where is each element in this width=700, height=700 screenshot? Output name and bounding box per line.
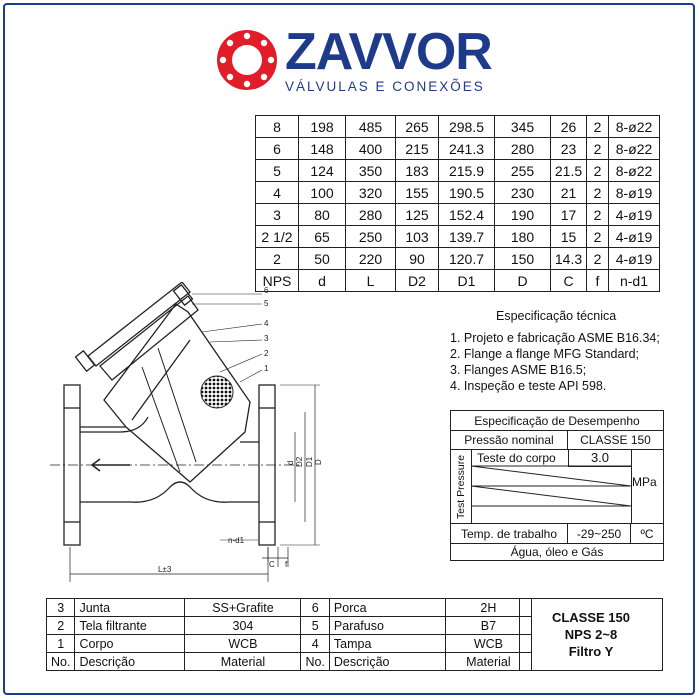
dims-cell: 190 <box>495 204 551 226</box>
materials-row <box>47 635 532 653</box>
test-pressure-label: Test Pressure <box>455 454 468 520</box>
dims-cell: 26 <box>551 116 587 138</box>
materials-cell: 5 <box>301 617 329 635</box>
dims-cell: L <box>346 270 396 292</box>
callout-4: 4 <box>264 319 269 328</box>
product-nps: NPS 2~8 <box>564 627 618 642</box>
dims-cell: 152.4 <box>439 204 495 226</box>
dims-row <box>256 116 660 138</box>
dims-cell: 2 <box>587 138 609 160</box>
dims-cell: 124 <box>299 160 346 182</box>
dims-cell: 155 <box>396 182 439 204</box>
dims-cell: 14.3 <box>551 248 587 270</box>
dims-cell: 485 <box>346 116 396 138</box>
dim-D2: D2 <box>295 456 304 467</box>
classe-value: CLASSE 150 <box>580 432 651 447</box>
dims-cell: 150 <box>495 248 551 270</box>
materials-cell: Tela filtrante <box>75 617 185 635</box>
materials-row <box>47 617 532 635</box>
dims-cell: 90 <box>396 248 439 270</box>
materials-cell: 1 <box>47 635 75 653</box>
callout-3: 3 <box>264 334 269 343</box>
dims-cell: 65 <box>299 226 346 248</box>
pressao-label: Pressão nominal <box>451 430 568 449</box>
materials-cell: Parafuso <box>329 617 445 635</box>
dims-cell: 345 <box>495 116 551 138</box>
dims-cell: 8 <box>256 116 299 138</box>
dim-d: d <box>286 460 295 465</box>
dims-cell: 190.5 <box>439 182 495 204</box>
dims-row <box>256 248 660 270</box>
dims-cell: f <box>587 270 609 292</box>
dims-row <box>256 160 660 182</box>
dims-cell: 21.5 <box>551 160 587 182</box>
dims-cell: 2 <box>587 226 609 248</box>
temp-label: Temp. de trabalho <box>451 524 568 543</box>
spec-item: 4. Inspeção e teste API 598. <box>450 379 607 393</box>
dims-cell: 298.5 <box>439 116 495 138</box>
dim-D: D <box>314 459 323 465</box>
spec-title: Especificação técnica <box>496 309 617 323</box>
temp-unit: ºC <box>640 526 654 541</box>
materials-cell: 6 <box>301 599 329 617</box>
materials-cell: Descrição <box>329 653 445 671</box>
spec-tecnica <box>450 308 660 394</box>
screen-mesh-icon <box>201 376 233 408</box>
spec-item: 2. Flange a flange MFG Standard; <box>450 347 639 361</box>
brand-logo <box>215 23 495 98</box>
dims-cell: 241.3 <box>439 138 495 160</box>
dims-cell: 350 <box>346 160 396 182</box>
dims-cell: 2 <box>587 204 609 226</box>
dims-cell: 2 <box>256 248 299 270</box>
materials-cell: Descrição <box>75 653 185 671</box>
dims-cell: 4-ø19 <box>609 226 660 248</box>
dims-cell: 50 <box>299 248 346 270</box>
dims-cell: 23 <box>551 138 587 160</box>
teste-corpo-label: Teste do corpo <box>477 451 556 465</box>
materials-row <box>47 599 532 617</box>
dims-cell: 320 <box>346 182 396 204</box>
dims-cell: 183 <box>396 160 439 182</box>
callout-6: 6 <box>264 286 269 295</box>
dims-cell: NPS <box>256 270 299 292</box>
materials-cell: 304 <box>185 617 301 635</box>
materials-cell: No. <box>301 653 329 671</box>
dims-cell: 198 <box>299 116 346 138</box>
materials-table <box>46 598 532 671</box>
dims-cell: 4 <box>256 182 299 204</box>
dim-L: L±3 <box>158 565 172 574</box>
dims-cell: 230 <box>495 182 551 204</box>
dims-cell: 5 <box>256 160 299 182</box>
materials-cell: Porca <box>329 599 445 617</box>
materials-cell: Tampa <box>329 635 445 653</box>
dims-row <box>256 182 660 204</box>
dims-cell: 2 <box>587 248 609 270</box>
dims-cell: 8-ø22 <box>609 116 660 138</box>
dims-cell: D <box>495 270 551 292</box>
materials-cell: Corpo <box>75 635 185 653</box>
materials-cell: 3 <box>47 599 75 617</box>
temp-value: -29~250 <box>568 524 631 543</box>
pressure-diagram-icon <box>471 449 631 523</box>
dims-row <box>256 204 660 226</box>
dims-cell: 265 <box>396 116 439 138</box>
materials-cell: 2 <box>47 617 75 635</box>
dim-f: f <box>285 560 288 569</box>
dims-cell: 215 <box>396 138 439 160</box>
dim-D1: D1 <box>305 456 314 467</box>
dims-cell: 17 <box>551 204 587 226</box>
dims-cell: 2 1/2 <box>256 226 299 248</box>
unit-label: MPa <box>632 475 657 489</box>
dims-cell: 15 <box>551 226 587 248</box>
dims-cell: 8-ø19 <box>609 182 660 204</box>
callout-2: 2 <box>264 349 269 358</box>
fluid-label: Água, óleo e Gás <box>510 544 604 559</box>
dims-cell: 280 <box>346 204 396 226</box>
materials-cell: No. <box>47 653 75 671</box>
dims-cell: 2 <box>587 116 609 138</box>
dims-cell: 120.7 <box>439 248 495 270</box>
brand-name: ZAVVOR <box>285 23 492 81</box>
dims-cell: 4-ø19 <box>609 204 660 226</box>
dims-cell: 139.7 <box>439 226 495 248</box>
dims-cell: 3 <box>256 204 299 226</box>
dim-C: C <box>269 560 275 569</box>
dims-cell: 8-ø22 <box>609 160 660 182</box>
dims-cell: 250 <box>346 226 396 248</box>
materials-cell: B7 <box>445 617 531 635</box>
dims-cell: n-d1 <box>609 270 660 292</box>
dimension-table <box>255 115 660 292</box>
desempenho-box <box>450 410 664 561</box>
dims-cell: 4-ø19 <box>609 248 660 270</box>
dims-cell: C <box>551 270 587 292</box>
dims-cell: 21 <box>551 182 587 204</box>
product-type: Filtro Y <box>568 644 614 659</box>
dims-cell: 2 <box>587 182 609 204</box>
dims-row <box>256 226 660 248</box>
callout-5: 5 <box>264 299 269 308</box>
materials-row <box>47 653 532 671</box>
materials-cell: WCB <box>185 635 301 653</box>
dims-cell: 125 <box>396 204 439 226</box>
materials-cell: Junta <box>75 599 185 617</box>
callout-1: 1 <box>264 364 269 373</box>
dims-cell: 6 <box>256 138 299 160</box>
materials-cell: 4 <box>301 635 329 653</box>
product-class: CLASSE 150 <box>551 610 631 625</box>
flange-logo-icon <box>215 28 279 92</box>
y-strainer-drawing <box>40 282 480 582</box>
dims-cell: 255 <box>495 160 551 182</box>
materials-cell: SS+Grafite <box>185 599 301 617</box>
spec-item: 1. Projeto e fabricação ASME B16.34; <box>450 331 660 345</box>
dims-cell: 220 <box>346 248 396 270</box>
materials-cell: WCB <box>445 635 531 653</box>
dims-cell: 400 <box>346 138 396 160</box>
dims-cell: D2 <box>396 270 439 292</box>
dims-cell: 148 <box>299 138 346 160</box>
dims-cell: 280 <box>495 138 551 160</box>
teste-corpo-value: 3.0 <box>568 449 631 467</box>
dims-cell: 8-ø22 <box>609 138 660 160</box>
desempenho-title: Especificação de Desempenho <box>474 413 640 428</box>
dims-row <box>256 138 660 160</box>
dims-cell: d <box>299 270 346 292</box>
materials-cell: Material <box>445 653 531 671</box>
dim-nd1: n-d1 <box>228 536 245 545</box>
materials-cell: Material <box>185 653 301 671</box>
spec-item: 3. Flanges ASME B16.5; <box>450 363 587 377</box>
dims-cell: D1 <box>439 270 495 292</box>
dims-cell: 180 <box>495 226 551 248</box>
dims-cell: 215.9 <box>439 160 495 182</box>
product-class-box <box>519 598 663 671</box>
dims-cell: 100 <box>299 182 346 204</box>
dims-cell: 103 <box>396 226 439 248</box>
brand-tagline: VÁLVULAS E CONEXÕES <box>285 79 485 94</box>
dims-cell: 80 <box>299 204 346 226</box>
dims-cell: 2 <box>587 160 609 182</box>
materials-cell: 2H <box>445 599 531 617</box>
